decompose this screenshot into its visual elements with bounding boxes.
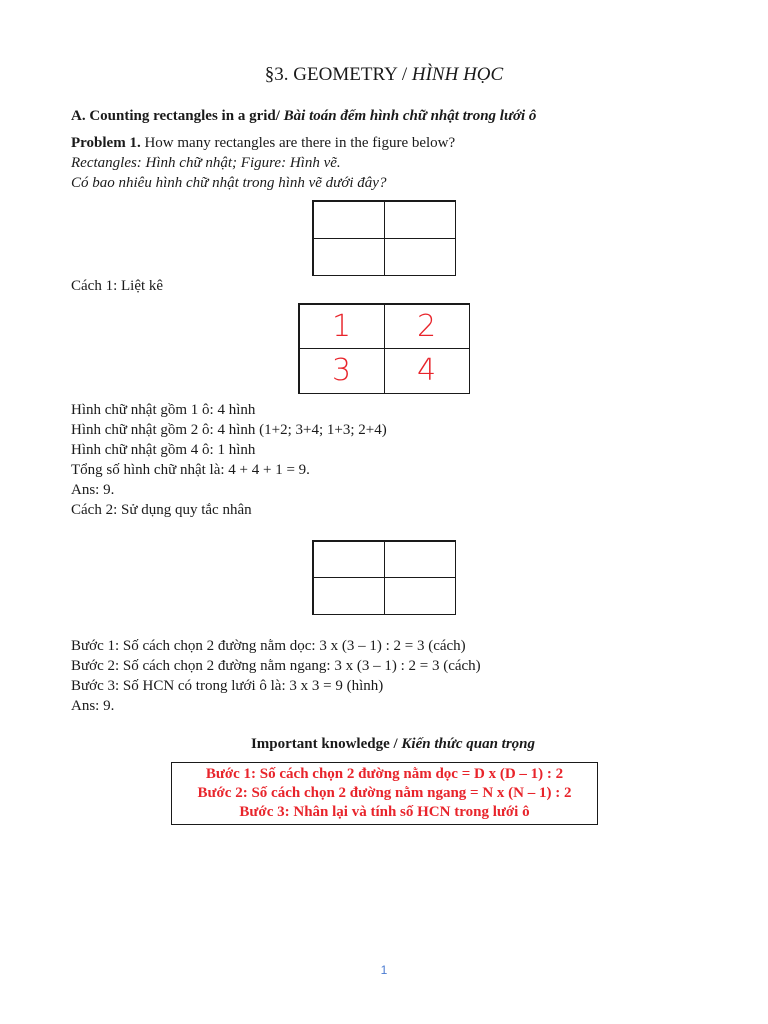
knowledge-title: [0, 736, 768, 753]
page-number: 1: [380, 963, 388, 977]
grid-cell: [384, 541, 456, 579]
grid-cell: [313, 201, 385, 239]
grid-cell-number-2: 2: [384, 304, 470, 350]
grid-cell-number-3: 3: [299, 348, 385, 394]
problem-question: How many rectangles are there in the figure below?: [140, 135, 456, 151]
knowledge-title-en: Important knowledge /: [250, 736, 402, 752]
section-heading-vi: Bài toán đếm hình chữ nhật trong lưới ô: [283, 108, 537, 124]
grid-cell-number-4: 4: [384, 348, 470, 394]
problem-label: Problem 1.: [71, 135, 141, 151]
problem-statement: [71, 133, 455, 153]
grid-cell: [313, 577, 385, 615]
method1-line: Tổng số hình chữ nhật là: 4 + 4 + 1 = 9.: [71, 462, 310, 478]
grid-cell: [313, 238, 385, 276]
title-main: §3. GEOMETRY /: [264, 64, 412, 85]
problem-glossary: Rectangles: Hình chữ nhật; Figure: Hình vẽ.: [71, 155, 341, 171]
method1-answer: Ans: 9.: [71, 482, 115, 498]
grid-cell: [384, 238, 456, 276]
knowledge-step: Bước 2: Số cách chọn 2 đường nằm ngang = N x (N – 1) : 2: [197, 785, 572, 801]
method2-step: Bước 3: Số HCN có trong lưới ô là: 3 x 3 = 9 (hình): [71, 678, 384, 694]
grid-figure-2: [312, 540, 456, 615]
method2-step: Bước 2: Số cách chọn 2 đường nằm ngang: 3 x (3 – 1) : 2 = 3 (cách): [71, 658, 481, 674]
grid-figure-numbered: [298, 303, 470, 394]
knowledge-box: [171, 762, 598, 825]
method1-line: Hình chữ nhật gồm 2 ô: 4 hình (1+2; 3+4; 1+3; 2+4): [71, 422, 387, 438]
grid-cell-number-1: 1: [299, 304, 385, 350]
method1-heading: Cách 1: Liệt kê: [71, 278, 164, 294]
grid-cell: [384, 201, 456, 239]
section-heading: [71, 106, 536, 126]
grid-cell: [384, 577, 456, 615]
method2-answer: Ans: 9.: [71, 698, 115, 714]
knowledge-step: Bước 1: Số cách chọn 2 đường nằm dọc = D x (D – 1) : 2: [205, 766, 564, 782]
knowledge-title-vi: Kiến thức quan trọng: [401, 736, 536, 752]
method1-line: Hình chữ nhật gồm 1 ô: 4 hình: [71, 402, 256, 418]
grid-figure-1: [312, 200, 456, 276]
grid-cell: [313, 541, 385, 579]
page-title: [0, 64, 768, 86]
method2-step: Bước 1: Số cách chọn 2 đường nằm dọc: 3 x (3 – 1) : 2 = 3 (cách): [71, 638, 466, 654]
knowledge-step: Bước 3: Nhân lại và tính số HCN trong lưới ô: [239, 804, 530, 820]
title-vi: HÌNH HỌC: [411, 64, 504, 85]
section-heading-en: A. Counting rectangles in a grid/: [71, 108, 284, 124]
problem-question-vi: Có bao nhiêu hình chữ nhật trong hình vẽ dưới đây?: [71, 175, 387, 191]
method1-line: Hình chữ nhật gồm 4 ô: 1 hình: [71, 442, 256, 458]
method2-heading: Cách 2: Sử dụng quy tắc nhân: [71, 502, 252, 518]
